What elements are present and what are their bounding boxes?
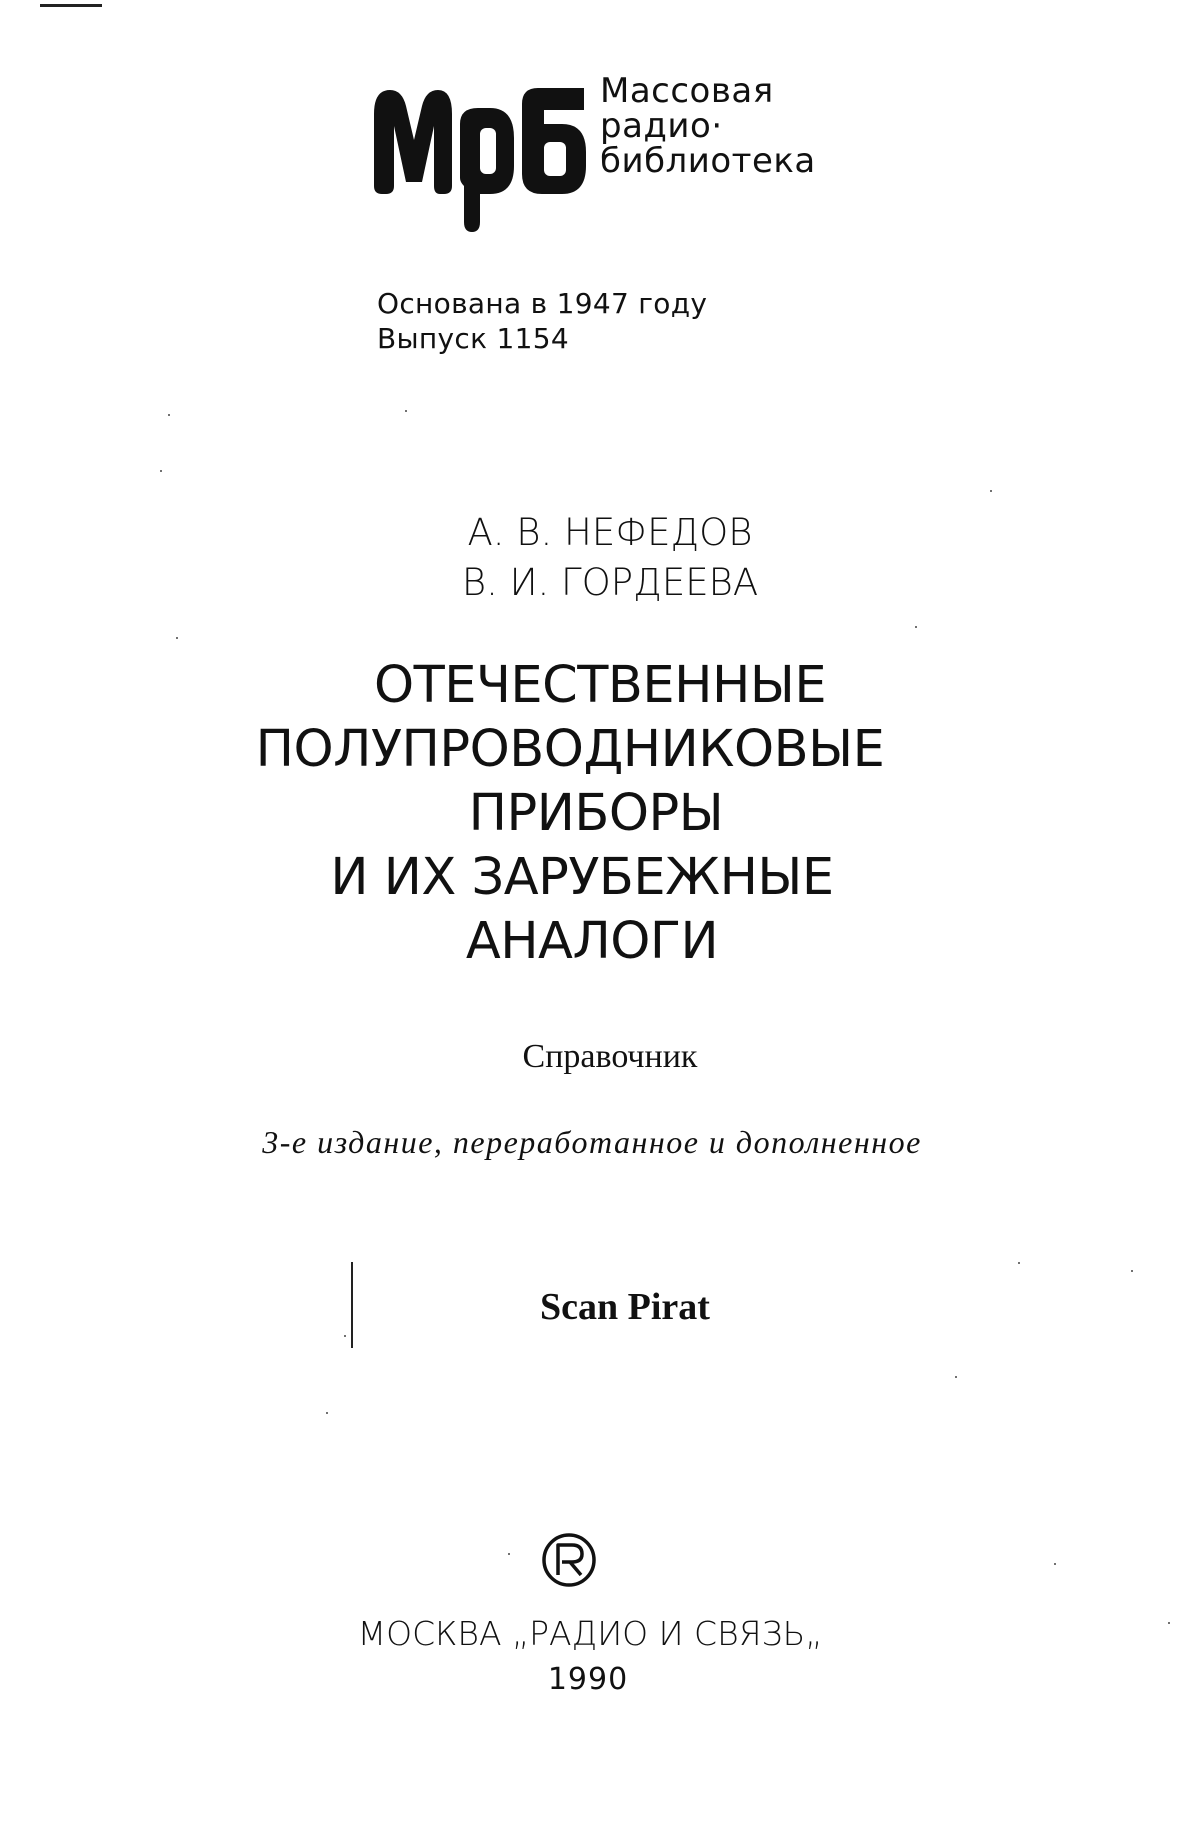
book-type-text: Справочник [522, 1038, 698, 1075]
series-name-line: радио· [600, 106, 723, 146]
scan-speck [160, 470, 162, 472]
title-line: ОТЕЧЕСТВЕННЫЕ [373, 656, 827, 715]
scan-speck [955, 1376, 957, 1378]
scan-speck [405, 410, 407, 412]
title-line: И ИХ ЗАРУБЕЖНЫЕ [330, 848, 834, 907]
edition-info [0, 1122, 1200, 1162]
scan-speck [176, 637, 178, 639]
book-type [0, 1037, 1200, 1077]
author: В. И. ГОРДЕЕВА [461, 561, 759, 604]
publisher-logo-icon [540, 1531, 598, 1589]
publisher [0, 1615, 1200, 1653]
scan-speck [1168, 1622, 1170, 1624]
scan-speck [915, 626, 917, 628]
scan-speck [1131, 1270, 1133, 1272]
title-line: ПРИБОРЫ [468, 784, 724, 843]
series-info [377, 286, 707, 356]
scan-speck [990, 490, 992, 492]
series-name [600, 71, 816, 181]
publisher-text: МОСКВА „РАДИО И СВЯЗЬ„ [357, 1614, 823, 1653]
scan-speck [326, 1412, 328, 1414]
title-line: ПОЛУПРОВОДНИКОВЫЕ [255, 720, 885, 779]
series-name-line: Массовая [600, 71, 774, 111]
scan-speck [508, 1553, 510, 1555]
series-name-line: библиотека [600, 141, 816, 181]
author: А. В. НЕФЕДОВ [467, 511, 753, 554]
scan-speck [1054, 1563, 1056, 1565]
year-text: 1990 [547, 1662, 629, 1697]
publication-year [0, 1662, 1200, 1698]
founded-line: Основана в 1947 году [377, 287, 708, 320]
authors [0, 508, 1200, 608]
scan-label [0, 1285, 1200, 1329]
edition-text: 3-е издание, переработанное и дополненное [262, 1124, 922, 1160]
scan-speck [344, 1335, 346, 1337]
corner-scan-mark [40, 4, 102, 7]
issue-line: Выпуск 1154 [377, 322, 569, 355]
scan-label-text: Scan Pirat [540, 1286, 710, 1328]
scan-speck [168, 414, 170, 416]
mrb-logo-icon [372, 82, 588, 232]
title-line: АНАЛОГИ [465, 912, 719, 971]
book-title [0, 654, 1200, 974]
scan-speck [1018, 1262, 1020, 1264]
